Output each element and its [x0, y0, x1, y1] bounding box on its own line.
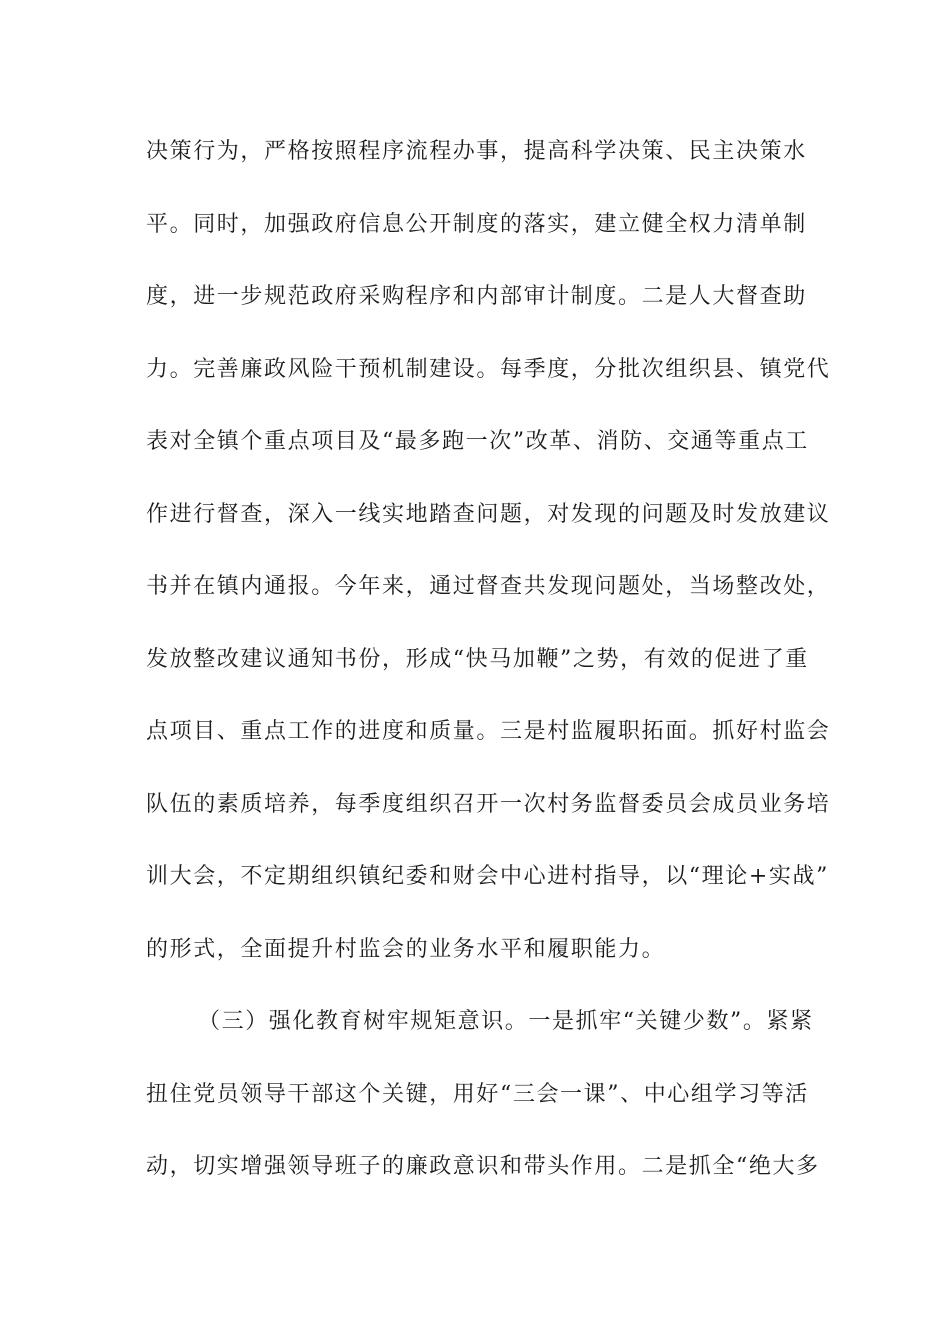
paragraph-line: 队伍的素质培养，每季度组织召开一次村务监督委员会成员业务培 — [146, 791, 831, 817]
paragraph-line: 动，切实增强领导班子的廉政意识和带头作用。二是抓全“绝大多 — [146, 1154, 820, 1179]
paragraph-line: 点项目、重点工作的进度和质量。三是村监履职拓面。抓好村监会 — [146, 719, 831, 744]
paragraph-line: 平。同时，加强政府信息公开制度的落实，建立健全权力清单制 — [146, 211, 807, 237]
paragraph-line: 发放整改建议通知书份，形成“快马加鞭”之势，有效的促进了重 — [146, 646, 809, 672]
paragraph-line: 决策行为，严格按照程序流程办事，提高科学决策、民主决策水 — [146, 139, 807, 164]
document-body — [146, 128, 831, 1216]
paragraph-line: 作进行督查，深入一线实地踏查问题，对发现的问题及时发放建议 — [146, 501, 831, 527]
paragraph-line: 扭住党员领导干部这个关键，用好“三会一课”、中心组学习等活 — [146, 1081, 809, 1107]
paragraph-line: 度，进一步规范政府采购程序和内部审计制度。二是人大督查助 — [146, 284, 807, 309]
paragraph-line: 力。完善廉政风险干预机制建设。每季度，分批次组织县、镇党代 — [146, 356, 831, 382]
paragraph-line: 训大会，不定期组织镇纪委和财会中心进村指导，以“理论+实战” — [146, 864, 829, 889]
paragraph-line: 表对全镇个重点项目及“最多跑一次”改革、消防、交通等重点工 — [146, 429, 809, 454]
paragraph-last-line: 的形式，全面提升村监会的业务水平和履职能力。 — [146, 936, 666, 962]
paragraph-line: 书并在镇内通报。今年来，通过督查共发现问题处，当场整改处， — [146, 574, 831, 599]
section-heading-line: （三）强化教育树牢规矩意识。一是抓牢“关键少数”。紧紧 — [198, 1009, 814, 1034]
